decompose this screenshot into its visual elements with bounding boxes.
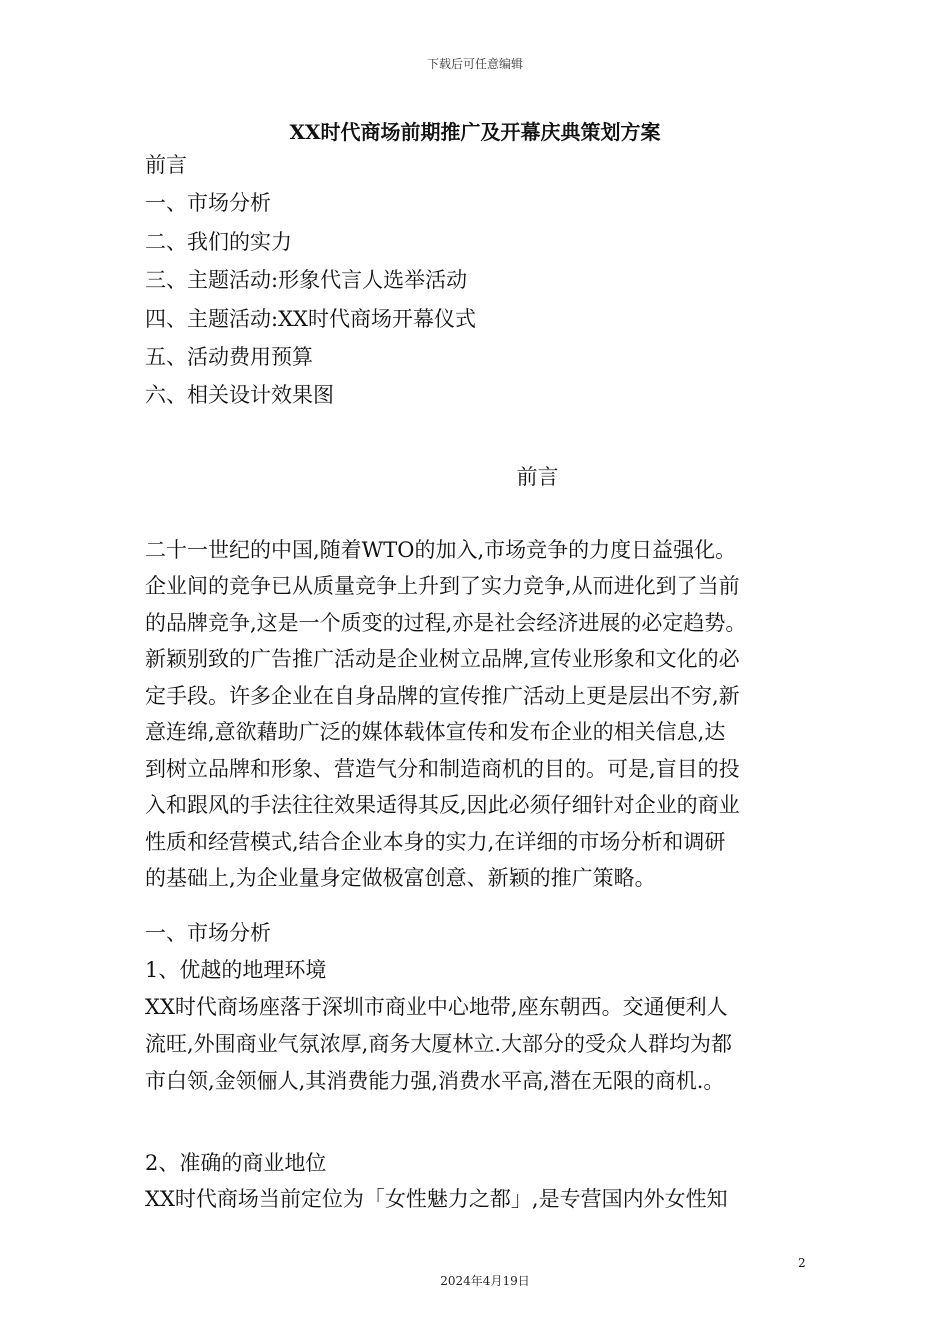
toc-item-design-renderings: 六、相关设计效果图 [145, 383, 334, 407]
toc-item-opening-ceremony: 四、主题活动:XX时代商场开幕仪式 [145, 307, 476, 331]
section-heading-market-analysis: 一、市场分析 [145, 921, 271, 945]
body-line: 入和跟风的手法往往效果适得其反,因此必须仔细针对企业的商业 [145, 793, 740, 817]
subsection-heading-positioning: 2、准确的商业地位 [145, 1151, 327, 1175]
body-line: 市白领,金领俪人,其消费能力强,消费水平高,潜在无限的商机.。 [145, 1069, 725, 1093]
body-line: 的品牌竞争,这是一个质变的过程,亦是社会经济进展的必定趋势。 [145, 611, 747, 635]
toc-item-market-analysis: 一、市场分析 [145, 191, 271, 215]
body-line: XX时代商场座落于深圳市商业中心地带,座东朝西。交通便利人 [145, 995, 728, 1019]
toc-item-budget: 五、活动费用预算 [145, 345, 313, 369]
body-line: 企业间的竞争已从质量竞争上升到了实力竞争,从而进化到了当前 [145, 574, 740, 598]
toc-item-our-strength: 二、我们的实力 [145, 230, 292, 254]
document-title: XX时代商场前期推广及开幕庆典策划方案 [289, 120, 661, 144]
body-line: XX时代商场当前定位为「女性魅力之都」,是专营国内外女性知 [145, 1187, 728, 1211]
page-number: 2 [798, 1256, 806, 1270]
body-line: 性质和经营模式,结合企业本身的实力,在详细的市场分析和调研 [145, 830, 726, 854]
toc-item-spokesperson-event: 三、主题活动:形象代言人选举活动 [145, 268, 468, 292]
toc-item-preface: 前言 [145, 153, 187, 177]
body-line: 二十一世纪的中国,随着WTO的加入,市场竞争的力度日益强化。 [145, 538, 737, 562]
footer-date: 2024年4月19日 [440, 1274, 530, 1288]
body-line: 意连绵,意欲藉助广泛的媒体载体宣传和发布企业的相关信息,达 [145, 720, 726, 744]
header-note: 下载后可任意编辑 [426, 57, 523, 71]
body-line: 流旺,外围商业气氛浓厚,商务大厦林立.大部分的受众人群均为都 [145, 1032, 733, 1056]
body-line: 的基础上,为企业量身定做极富创意、新颖的推广策略。 [145, 866, 656, 890]
body-line: 新颖别致的广告推广活动是企业树立品牌,宣传业形象和文化的必 [145, 647, 740, 671]
preface-heading: 前言 [516, 465, 559, 489]
subsection-heading-location: 1、优越的地理环境 [145, 958, 327, 982]
body-line: 到树立品牌和形象、营造气分和制造商机的目的。可是,盲目的投 [145, 757, 740, 781]
body-line: 定手段。许多企业在自身品牌的宣传推广活动上更是层出不穷,新 [145, 684, 740, 708]
